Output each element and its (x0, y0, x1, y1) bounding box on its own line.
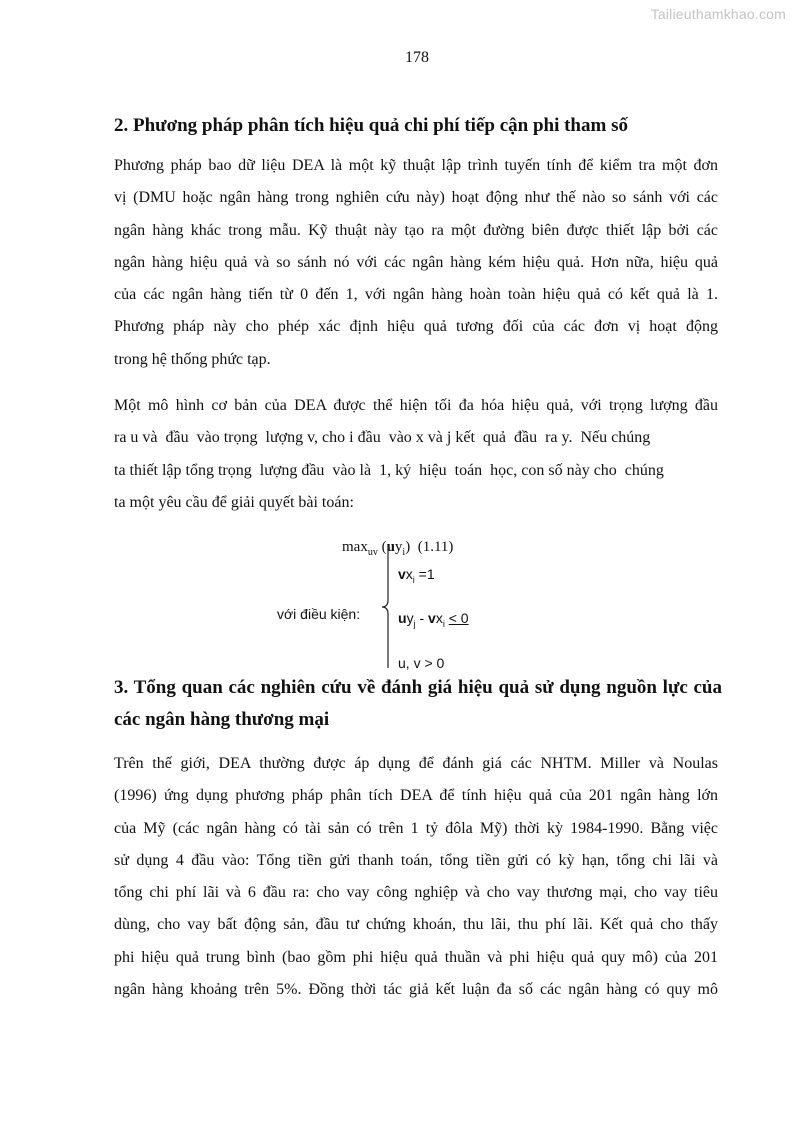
formula-y-subscript: i (402, 547, 406, 558)
text-line: ngân hàng hiệu quả và so sánh nó với các ngân hàng kém hiệu quả. Hơn nữa, hiệu quả (114, 253, 718, 271)
text-line: ngân hàng khoảng trên 5%. Đồng thời tác giả kết luận đa số các ngân hàng có quy mô (114, 981, 718, 999)
text-line: tổng chi phí lãi và 6 đầu ra: cho vay công nghiệp và cho vay thương mại, cho vay tiêu (114, 884, 718, 902)
text-line: sử dụng 4 đầu vào: Tổng tiền gửi thanh toán, tổng tiền gửi có kỳ hạn, tổng chi lãi và (114, 851, 718, 869)
text-line: của Mỹ (các ngân hàng có tài sản có trên 1 tỷ đôla Mỹ) thời kỳ 1984-1990. Bằng việc (114, 819, 718, 837)
section-2-paragraph (114, 150, 718, 376)
constraint-2 (398, 610, 469, 629)
text-line: ra u và đầu vào trọng lượng v, cho i đầu vào x và j kết quả đầu ra y. Nếu chúng (114, 429, 651, 447)
heading-line: 3. Tổng quan các nghiên cứu về đánh giá hiệu quả sử dụng nguồn lực của (114, 677, 722, 698)
constraint-1 (398, 566, 435, 585)
constraint-1-rest: =1 (414, 566, 435, 582)
formula-max-subscript: uv (367, 547, 378, 558)
text-line: (1996) ứng dụng phương pháp phân tích DEA để tính hiệu quả của 201 ngân hàng lớn (114, 787, 718, 805)
constraint-2-x: x (435, 610, 443, 626)
section-3-heading (114, 672, 722, 736)
watermark: Tailieuthamkhao.com (650, 6, 786, 22)
formula-max: max (342, 539, 368, 555)
formula-number: (1.11) (417, 539, 454, 555)
text-line: ta một yêu cầu để giải quyết bài toán: (114, 493, 354, 511)
constraint-1-x: x (405, 566, 413, 582)
text-line: Một mô hình cơ bản của DEA được thể hiện tối đa hóa hiệu quả, với trọng lượng đầu (114, 397, 718, 414)
constraint-1-x-subscript: i (412, 574, 415, 585)
constraint-2-v: v (428, 610, 436, 626)
text-line: Phương pháp bao dữ liệu DEA là một kỹ thuật lập trình tuyến tính để kiểm tra một đơn (114, 157, 718, 174)
text-line: trong hệ thống phức tạp. (114, 350, 271, 368)
text-line: ta thiết lập tổng trọng lượng đầu vào là 1, ký hiệu toán học, con số này cho chúng (114, 461, 664, 479)
formula-y: y (394, 539, 403, 555)
constraint-2-u: u (398, 610, 407, 626)
section-2-heading: 2. Phương pháp phân tích hiệu quả chi phí tiếp cận phi tham số (114, 115, 628, 136)
text-line: của các ngân hàng tiến từ 0 đến 1, với ngân hàng hoàn toàn hiệu quả có kết quả là 1. (114, 286, 718, 304)
constraint-2-minus: - (415, 610, 429, 626)
curly-brace-icon (379, 544, 397, 670)
constraint-2-x-subscript: i (442, 618, 445, 629)
text-line: phi hiệu quả trung bình (bao gồm phi hiệu quả thuần và phi hiệu quả quy mô) của 201 (114, 948, 718, 966)
formula-open-paren: ( (381, 539, 387, 555)
formula-u: u (386, 539, 395, 555)
objective-formula (342, 539, 453, 558)
text-line: vị (DMU hoặc ngân hàng trong nghiên cứu này) hoạt động như thế nào so sánh với các (114, 189, 718, 207)
heading-line: các ngân hàng thương mại (114, 709, 330, 730)
text-line: Trên thế giới, DEA thường được áp dụng để đánh giá các NHTM. Miller và Noulas (114, 755, 718, 772)
formula-close-paren: ) (405, 539, 411, 555)
text-line: Phương pháp này cho phép xác định hiệu quả tương đối của các đơn vị hoạt động (114, 318, 718, 336)
model-paragraph (114, 390, 718, 519)
text-line: dùng, cho vay bất động sản, đầu tư chứng khoán, thu lãi, thu phí lãi. Kết quả cho thấy (114, 916, 718, 934)
constraint-2-y: y (406, 610, 414, 626)
text-line: ngân hàng khác trong mẫu. Kỹ thuật này tạo ra một đường biên được thiết lập bởi các (114, 221, 718, 239)
constraint-2-le: < 0 (448, 610, 469, 626)
constraint-2-y-subscript: j (413, 618, 416, 629)
condition-label: với điều kiện: (277, 606, 361, 622)
page-number: 178 (405, 49, 429, 66)
section-3-paragraph (114, 748, 718, 1006)
constraint-1-v: v (398, 566, 406, 582)
constraint-3: u, v > 0 (398, 655, 445, 671)
